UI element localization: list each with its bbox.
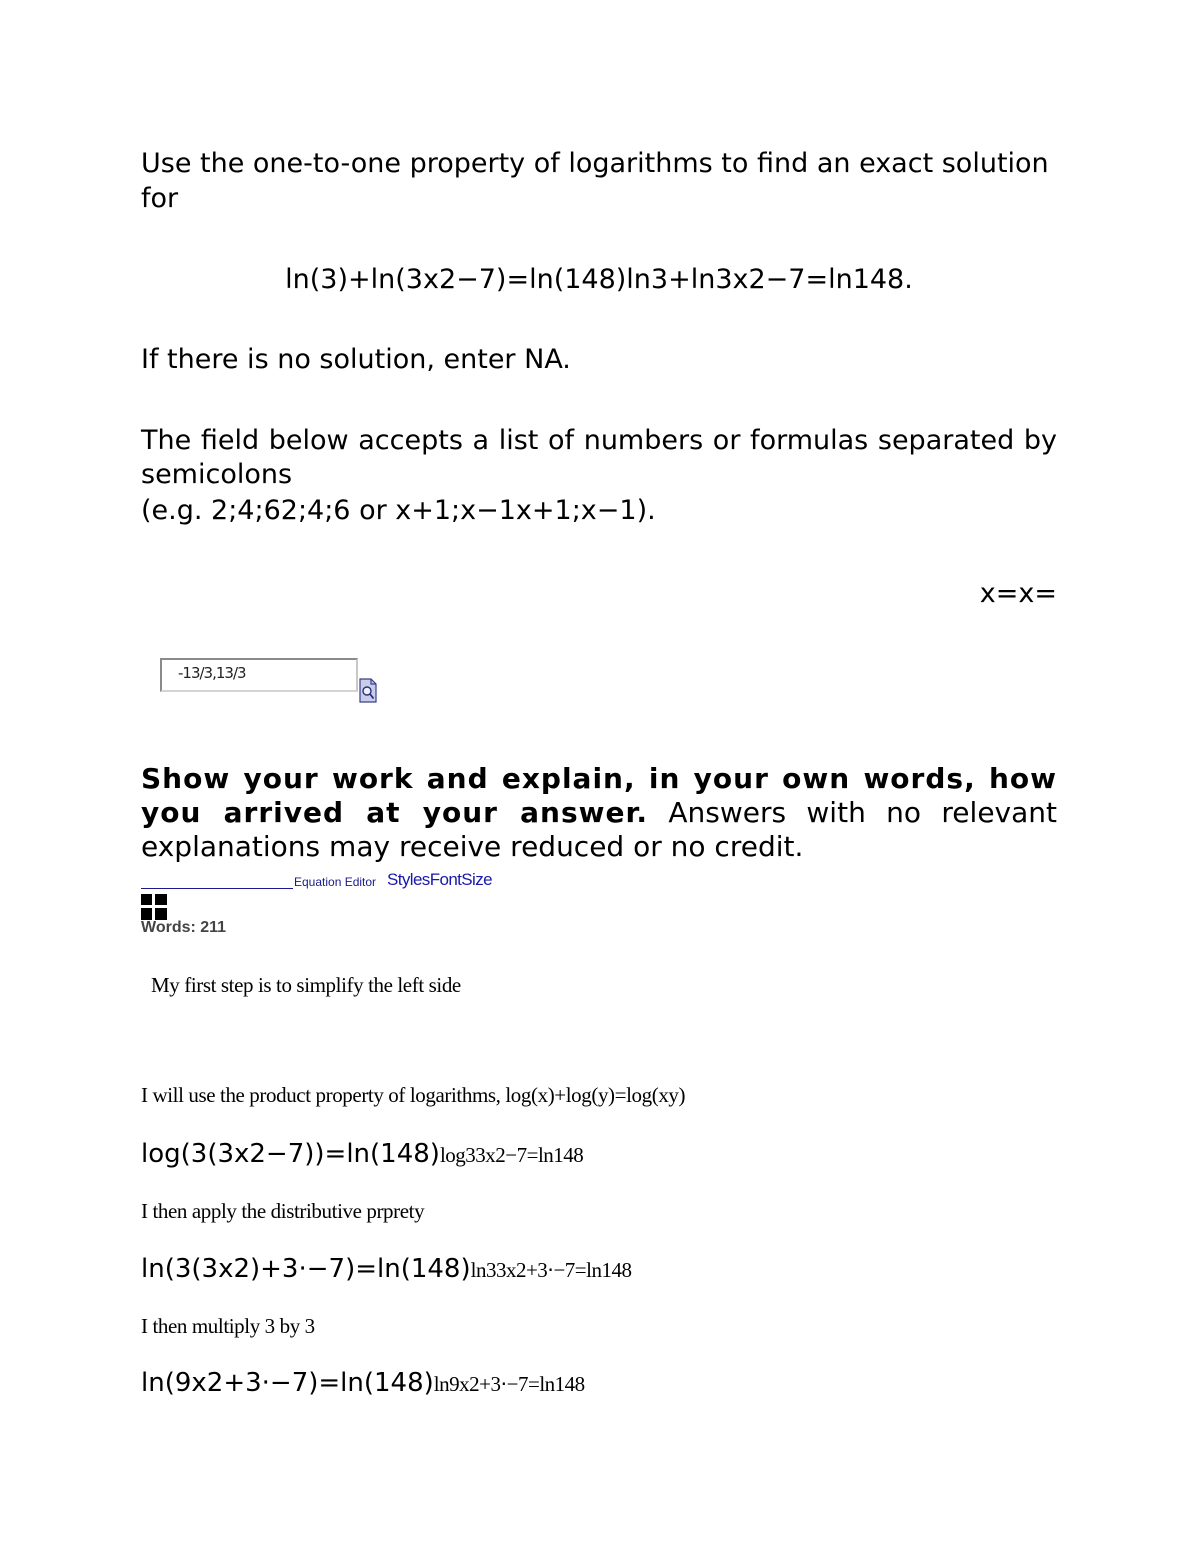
equation-editor-link[interactable]: Equation Editor — [294, 875, 377, 889]
work-math-1 — [141, 1137, 583, 1172]
grid-icon[interactable] — [141, 894, 167, 920]
toolbar-divider — [141, 888, 293, 889]
answer-input[interactable]: -13/3,13/3 — [160, 658, 358, 692]
math-3-alt: ln9x2+3⋅−7=ln148 — [433, 1372, 585, 1396]
math-1-main: log(3(3x2−7))=ln(148) — [141, 1139, 440, 1169]
work-step-3: I then apply the distributive prprety — [141, 1199, 425, 1223]
work-step-1: My first step is to simplify the left side — [151, 973, 461, 997]
field-hint: The field below accepts a list of numbers or formulas separated by semicolons — [141, 425, 1057, 490]
work-step-4: I then multiply 3 by 3 — [141, 1314, 315, 1338]
math-2-alt: ln33x2+3⋅−7=ln148 — [470, 1258, 632, 1282]
answer-label: x=x= — [979, 578, 1057, 609]
work-math-2 — [141, 1252, 631, 1287]
instructions-regular: Answers with no relevant explanations may receive reduced or no credit. — [141, 796, 1057, 863]
math-1-alt: log33x2−7=ln148 — [439, 1143, 584, 1167]
work-math-3 — [141, 1366, 585, 1401]
question-prompt: Use the one-to-one property of logarithms to find an exact solution for — [141, 148, 1049, 214]
field-hint-example: (e.g. 2;4;62;4;6 or x+1;x−1x+1;x−1). — [141, 495, 656, 526]
math-3-main: ln(9x2+3⋅−7)=ln(148) — [141, 1368, 434, 1398]
question-equation: ln(3)+ln(3x2−7)=ln(148)ln3+ln3x2−7=ln148. — [285, 264, 913, 295]
word-count: Words: 211 — [141, 919, 227, 936]
math-2-main: ln(3(3x2)+3⋅−7)=ln(148) — [141, 1254, 471, 1284]
work-instructions — [141, 762, 1057, 864]
styles-font-size-link[interactable]: StylesFontSize — [387, 870, 492, 889]
editor-toolbar — [141, 870, 505, 890]
preview-magnifier-icon[interactable] — [359, 678, 377, 703]
instructions-bold: Show your work and explain, in your own words, how you arrived at your answer. — [141, 762, 1057, 829]
no-solution-note: If there is no solution, enter NA. — [141, 344, 571, 375]
work-step-2: I will use the product property of logarithms, log(x)+log(y)=log(xy) — [141, 1083, 686, 1107]
